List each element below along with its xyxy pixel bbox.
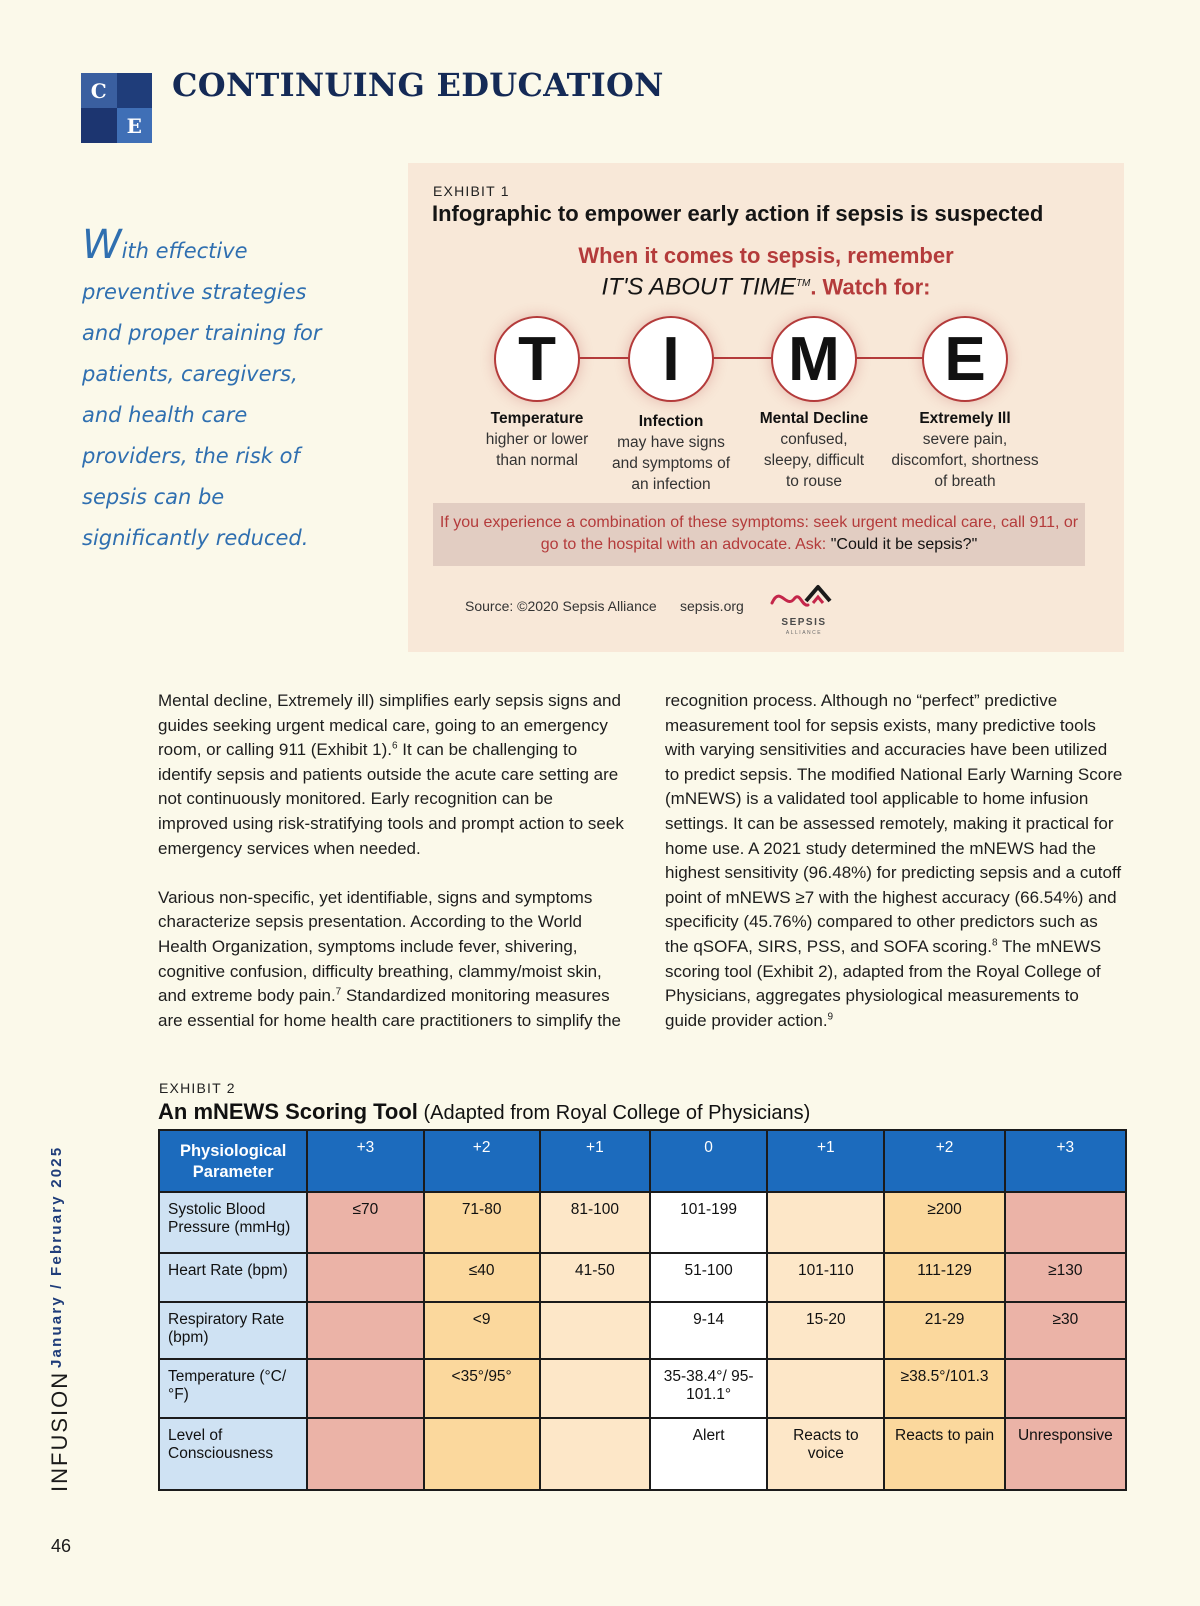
score-cell: <35°/95° <box>424 1359 540 1418</box>
letter-title: Extremely Ill <box>919 410 1011 427</box>
exhibit-title-rest: (Adapted from Royal College of Physicians) <box>417 1102 811 1124</box>
column-header: +2 <box>884 1130 1004 1192</box>
table-row <box>159 1302 1126 1359</box>
pull-quote <box>82 222 332 559</box>
callout-quote: "Could it be sepsis?" <box>830 536 978 553</box>
paragraph-text: Standardized monitoring measures are essential for home health care practitioners to simplify the <box>158 986 622 1030</box>
score-cell <box>767 1359 884 1418</box>
headline-time: IT'S ABOUT TIME <box>601 273 796 301</box>
logo-alliance-text: ALLIANCE <box>785 630 823 636</box>
score-cell: 15-20 <box>767 1302 884 1359</box>
paragraph <box>665 689 1125 1033</box>
headline-line-1: When it comes to sepsis, remember <box>578 243 954 268</box>
score-cell: 51-100 <box>650 1253 767 1302</box>
score-cell: ≥200 <box>884 1192 1004 1253</box>
pull-quote-text: ith effective preventive strategies and proper training for patients, caregivers, and health care providers, the risk of sepsis can be significantly reduced. <box>82 239 322 550</box>
column-header: +3 <box>1005 1130 1126 1192</box>
score-cell: Unresponsive <box>1005 1418 1126 1490</box>
magazine-brand: INFUSION <box>47 1370 72 1492</box>
paragraph-text: Various non-specific, yet identifiable, signs and symptoms characterize sepsis presentation. According to the World Health Organization, symptoms include fever, shivering, cognitive confusion, difficulty breathing, clammy/moist skin, and extreme body pain. <box>158 887 602 1006</box>
paragraph <box>158 689 626 861</box>
column-header: Physiological Parameter <box>159 1130 307 1192</box>
logo-block <box>117 73 153 108</box>
score-cell <box>540 1302 650 1359</box>
paragraph-text: The mNEWS scoring tool (Exhibit 2), adapted from the Royal College of Physicians, aggregates physiological measurements to guide provider action. <box>665 936 1102 1030</box>
score-cell <box>307 1359 423 1418</box>
score-cell <box>307 1253 423 1302</box>
score-cell <box>767 1192 884 1253</box>
exhibit-label: EXHIBIT 2 <box>159 1080 236 1096</box>
footnote-ref: 9 <box>827 1011 834 1023</box>
exhibit-title-bold: An mNEWS Scoring Tool <box>158 1099 418 1124</box>
score-cell: ≥130 <box>1005 1253 1126 1302</box>
parameter-cell: Level of Consciousness <box>159 1418 307 1490</box>
exhibit-label: EXHIBIT 1 <box>433 183 510 199</box>
score-cell: ≥38.5°/101.3 <box>884 1359 1004 1418</box>
score-cell: ≤40 <box>424 1253 540 1302</box>
callout-box <box>433 503 1085 566</box>
source-url: sepsis.org <box>680 598 744 614</box>
footnote-ref: 7 <box>335 986 342 998</box>
score-cell: Reacts to pain <box>884 1418 1004 1490</box>
letter-description-m <box>734 408 894 492</box>
score-cell: 101-110 <box>767 1253 884 1302</box>
time-headline <box>408 242 1124 301</box>
score-cell: Reacts to voice <box>767 1418 884 1490</box>
parameter-cell: Heart Rate (bpm) <box>159 1253 307 1302</box>
score-cell: 111-129 <box>884 1253 1004 1302</box>
headline-line-2 <box>408 270 1124 301</box>
exhibit-1-infographic <box>408 163 1124 652</box>
letter-title: Mental Decline <box>759 410 869 427</box>
score-cell: 35-38.4°/ 95-101.1° <box>650 1359 767 1418</box>
paragraph <box>158 886 626 1034</box>
parameter-cell: Temperature (°C/°F) <box>159 1359 307 1418</box>
letter-desc: may have signs and symptoms of an infection <box>611 434 731 493</box>
column-header: 0 <box>650 1130 767 1192</box>
letter-description-i <box>591 411 751 495</box>
exhibit-title <box>158 1099 810 1125</box>
letter-description-e <box>875 408 1055 492</box>
score-cell: Alert <box>650 1418 767 1490</box>
sepsis-alliance-logo <box>768 577 840 637</box>
score-cell: ≥30 <box>1005 1302 1126 1359</box>
headline-watch: . Watch for: <box>810 274 931 300</box>
pull-quote-dropcap: W <box>82 222 122 268</box>
letter-title: Temperature <box>490 410 584 427</box>
source-credit: Source: ©2020 Sepsis Alliance <box>465 598 657 614</box>
column-header: +1 <box>767 1130 884 1192</box>
column-header: +3 <box>307 1130 423 1192</box>
score-cell <box>307 1418 423 1490</box>
column-header: +1 <box>540 1130 650 1192</box>
table-row <box>159 1418 1126 1490</box>
mnews-scoring-table <box>158 1129 1127 1491</box>
score-cell: 41-50 <box>540 1253 650 1302</box>
section-title: CONTINUING EDUCATION <box>172 66 664 104</box>
letter-desc: higher or lower than normal <box>485 431 589 469</box>
letter-circle-i: I <box>628 316 714 402</box>
page-number: 46 <box>51 1536 72 1556</box>
paragraph-text: recognition process. Although no “perfect” predictive measurement tool for sepsis exists, many predictive tools with varying sensitivities and accuracies have been utilized to predict sepsis. The modified National Early Warning Score (mNEWS) is a validated tool applicable to home infusion settings. It can be assessed remotely, making it practical for home use. A 2021 study determined the mNEWS had the highest sensitivity (96.48%) for predicting sepsis and a cutoff point of mNEWS ≥7 with the highest accuracy (66.54%) and specificity (45.76%) compared to other predictors such as the qSOFA, SIRS, PSS, and SOFA scoring. <box>665 691 1123 956</box>
score-cell: 21-29 <box>884 1302 1004 1359</box>
letter-circle-e: E <box>922 316 1008 402</box>
callout-text: If you experience a combination of these symptoms: seek urgent medical care, call 911, or go to the hospital with an advocate. Ask: <box>439 514 1079 553</box>
paragraph-text: It can be challenging to identify sepsis and patients outside the acute care setting are not continuously monitored. Early recognition can be improved using risk-stratifying tools and prompt action to seek emergency services when needed. <box>158 740 624 858</box>
score-cell: 81-100 <box>540 1192 650 1253</box>
exhibit-title: Infographic to empower early action if sepsis is suspected <box>432 201 1044 226</box>
parameter-cell: Systolic Blood Pressure (mmHg) <box>159 1192 307 1253</box>
score-cell: 9-14 <box>650 1302 767 1359</box>
table-row <box>159 1253 1126 1302</box>
logo-block <box>81 108 117 143</box>
score-cell <box>424 1418 540 1490</box>
score-cell: <9 <box>424 1302 540 1359</box>
body-column-right <box>665 689 1125 1033</box>
score-cell <box>540 1418 650 1490</box>
trademark-mark: TM <box>795 278 811 289</box>
letter-circle-m: M <box>771 316 857 402</box>
table-row <box>159 1359 1126 1418</box>
logo-letter-e: E <box>117 108 153 143</box>
column-header: +2 <box>424 1130 540 1192</box>
ce-logo <box>81 73 152 143</box>
table-header-row <box>159 1130 1126 1192</box>
parameter-cell: Respiratory Rate (bpm) <box>159 1302 307 1359</box>
letter-desc: severe pain, discomfort, shortness of breath <box>891 431 1039 490</box>
score-cell <box>1005 1359 1126 1418</box>
body-column-left <box>158 689 626 1033</box>
score-cell: 71-80 <box>424 1192 540 1253</box>
table-row <box>159 1192 1126 1253</box>
issue-date: January / February 2025 <box>48 1145 65 1368</box>
logo-letter-c: C <box>81 73 117 108</box>
letter-desc: confused, sleepy, difficult to rouse <box>763 431 865 490</box>
letter-title: Infection <box>638 413 704 430</box>
letter-circle-t: T <box>494 316 580 402</box>
score-cell <box>1005 1192 1126 1253</box>
paragraph-text: Mental decline, Extremely ill) simplifies early sepsis signs and guides seeking urgent medical care, going to an emergency room, or calling 911 (Exhibit 1). <box>158 691 621 760</box>
score-cell <box>540 1359 650 1418</box>
score-cell: ≤70 <box>307 1192 423 1253</box>
footnote-ref: 8 <box>991 937 998 949</box>
footnote-ref: 6 <box>392 740 398 752</box>
logo-sepsis-text: SEPSIS <box>781 617 827 628</box>
score-cell <box>307 1302 423 1359</box>
score-cell: 101-199 <box>650 1192 767 1253</box>
